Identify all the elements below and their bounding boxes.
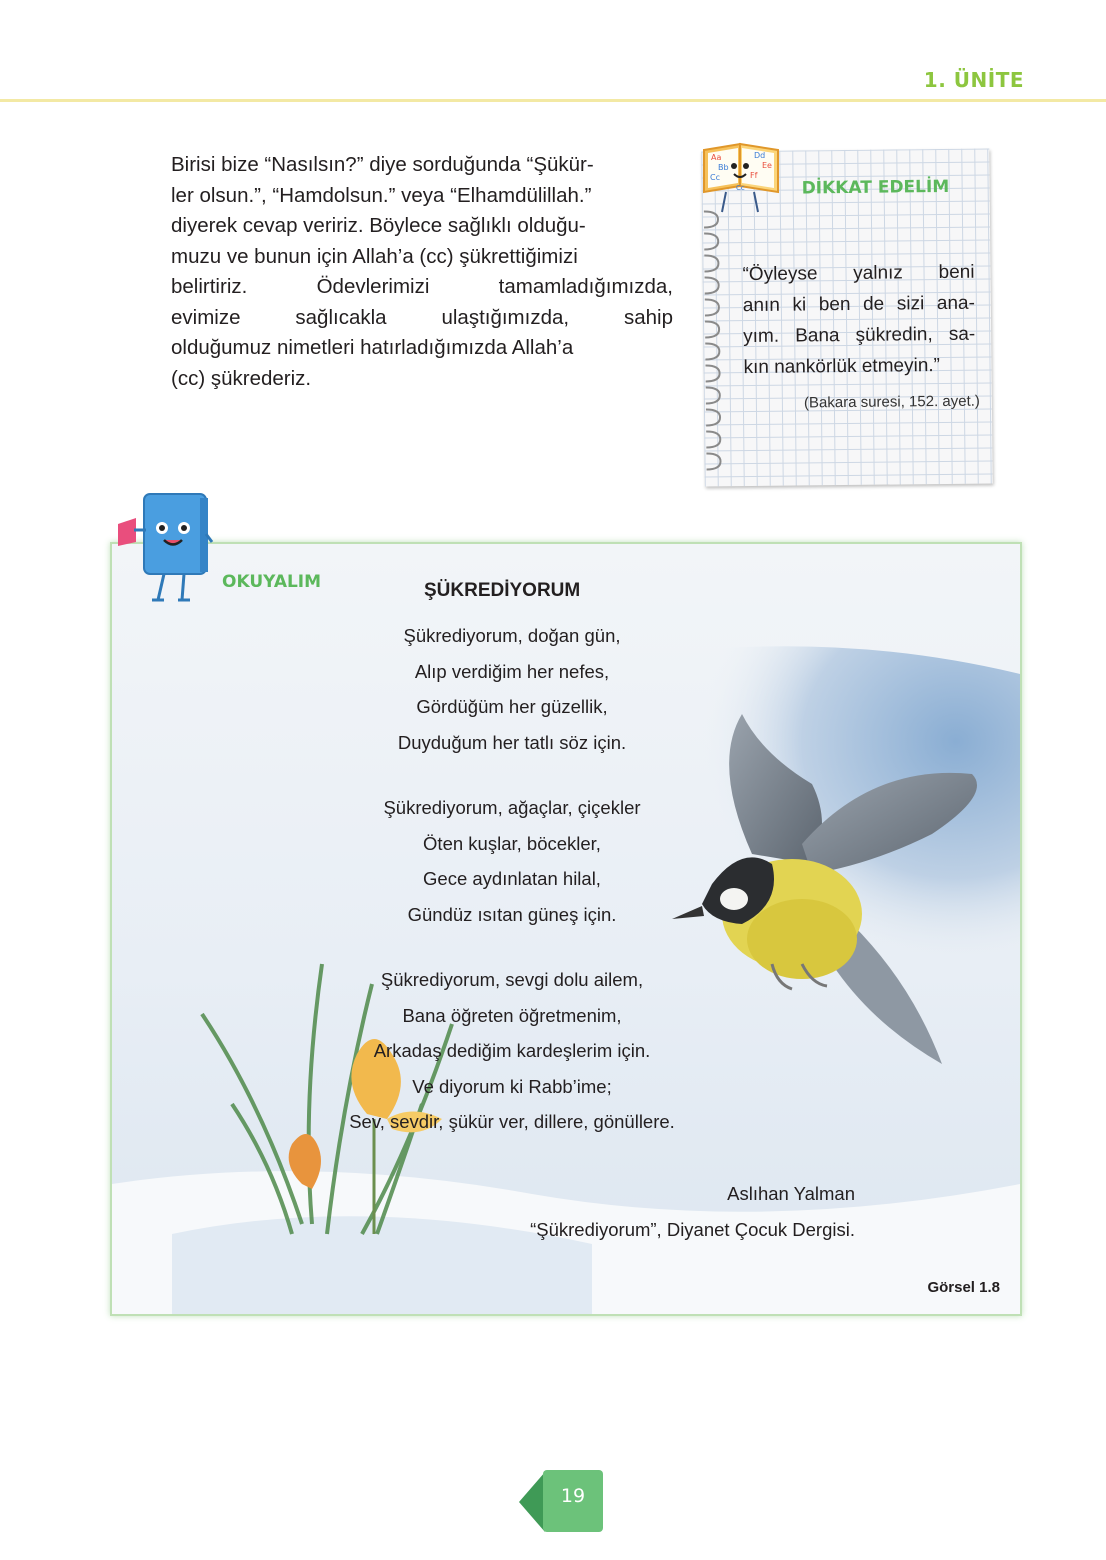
poem-line: Alıp verdiğim her nefes, bbox=[414, 660, 610, 682]
intro-line: Birisi bize “Nasılsın?” diye sorduğunda “Şükür- bbox=[171, 153, 594, 176]
intro-line: evimize sağlıcakla ulaştığımızda, sahip bbox=[171, 305, 673, 329]
intro-line: ler olsun.”, “Hamdolsun.” veya “Elhamdülillah.” bbox=[171, 183, 592, 207]
reading-panel bbox=[110, 542, 1022, 1316]
book-letter: Bb bbox=[718, 163, 729, 172]
poem-line: Gece aydınlatan hilal, bbox=[423, 868, 601, 889]
note-source: (Bakara suresi, 152. ayet.) bbox=[803, 392, 980, 412]
poem-line: Duyduğum her tatlı söz için. bbox=[397, 731, 627, 753]
poem-stanza bbox=[262, 962, 762, 1140]
poem-line: Arkadaş dediğim kardeşlerim için. bbox=[373, 1040, 651, 1061]
quote-line: kın nankörlük etmeyin.” bbox=[743, 355, 941, 379]
quote-line: yım. Bana şükredin, sa- bbox=[743, 323, 976, 348]
poem-source: “Şükrediyorum”, Diyanet Çocuk Dergisi. bbox=[530, 1219, 855, 1240]
quote-line: anın ki ben de sizi ana- bbox=[742, 292, 975, 317]
spiral-binding-icon bbox=[702, 206, 729, 486]
book-letter: Cc bbox=[710, 173, 720, 182]
alphabet-book-icon bbox=[696, 138, 786, 218]
header-divider bbox=[0, 99, 1106, 102]
book-letter: Aa bbox=[711, 153, 722, 162]
poem-line: Şükrediyorum, doğan gün, bbox=[403, 625, 621, 646]
intro-line: diyerek cevap veririz. Böylece sağlıklı olduğu- bbox=[171, 214, 586, 237]
intro-paragraph bbox=[171, 150, 673, 394]
book-letter: Dd bbox=[754, 151, 766, 160]
intro-line: olduğumuz nimetleri hatırladığımızda Allah’a bbox=[171, 336, 574, 359]
image-caption-text: Görsel 1.8 bbox=[927, 1279, 1000, 1296]
poem-author: Aslıhan Yalman bbox=[727, 1183, 855, 1204]
poem-line: Şükrediyorum, ağaçlar, çiçekler bbox=[383, 797, 641, 818]
book-letter: Ee bbox=[762, 161, 772, 170]
poem-stanza bbox=[302, 618, 722, 760]
unit-label: 1. ÜNİTE bbox=[923, 68, 1024, 92]
intro-line: belirtiriz. Ödevlerimizi tamamladığımızda, bbox=[171, 275, 673, 298]
reading-book-mascot-icon bbox=[108, 490, 218, 605]
page-number: 19 bbox=[560, 1485, 586, 1507]
poem-line: Ve diyorum ki Rabb’ime; bbox=[412, 1075, 612, 1097]
reading-label: OKUYALIM bbox=[222, 572, 322, 592]
quote-line: “Öyleyse yalnız beni bbox=[742, 261, 975, 286]
poem-line: Gündüz ısıtan güneş için. bbox=[407, 903, 617, 925]
book-letter: Ff bbox=[750, 171, 758, 180]
note-quote bbox=[742, 257, 975, 383]
poem-title: ŞÜKREDİYORUM bbox=[424, 580, 581, 601]
intro-line: muzu ve bunun için Allah’a (cc) şükrettiğimizi bbox=[171, 244, 578, 268]
poem-line: Sev, sevdir, şükür ver, dillere, gönüllere. bbox=[349, 1111, 675, 1132]
intro-line: (cc) şükrederiz. bbox=[171, 366, 312, 390]
poem-line: Gördüğüm her güzellik, bbox=[416, 696, 608, 717]
image-caption-overlay bbox=[927, 1279, 1000, 1296]
poem-stanza bbox=[302, 790, 722, 932]
poem-line: Bana öğreten öğretmenim, bbox=[402, 1004, 622, 1026]
book-letter: Cc bbox=[736, 184, 745, 192]
poem-line: Şükrediyorum, sevgi dolu ailem, bbox=[380, 969, 644, 990]
note-title: DİKKAT EDELİM bbox=[801, 176, 950, 199]
poem-line: Öten kuşlar, böcekler, bbox=[423, 832, 601, 854]
